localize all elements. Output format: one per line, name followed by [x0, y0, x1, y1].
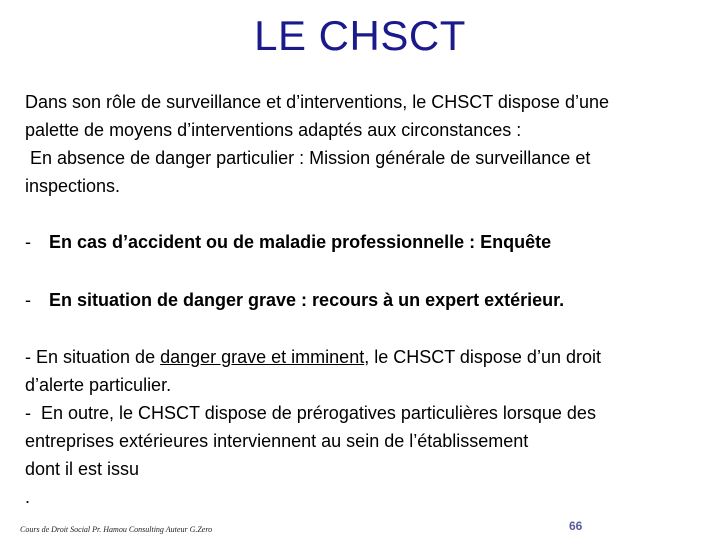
slide-title: LE CHSCT [254, 12, 466, 59]
intro-line: inspections. [25, 176, 121, 196]
alert-line [25, 343, 700, 371]
prerogatives-line: dont il est issu [25, 459, 140, 479]
page-number: 66 [569, 519, 583, 533]
footer-credit: Cours de Droit Social Pr. Hamou Consulting Auteur G.Zero [20, 525, 213, 534]
bullet-text: En situation de danger grave : recours à un expert extérieur. [49, 290, 565, 310]
alert-prefix: - En situation de [25, 347, 161, 367]
alert-suffix: , le CHSCT dispose d’un droit [364, 347, 601, 367]
underlined-phrase: danger grave et imminent [160, 347, 365, 367]
intro-line: En absence de danger particulier : Mission générale de surveillance et [25, 148, 591, 168]
bullet-text: En cas d’accident ou de maladie professionnelle : Enquête [49, 232, 552, 252]
bullet-accident [25, 232, 551, 253]
intro-line: Dans son rôle de surveillance et d’interventions, le CHSCT dispose d’une [25, 92, 609, 112]
period-line: . [25, 487, 31, 507]
bullet-danger-grave [25, 290, 564, 311]
intro-line: palette de moyens d’interventions adaptés aux circonstances : [25, 120, 522, 140]
alert-line: d’alerte particulier. [25, 375, 172, 395]
alert-paragraph [25, 343, 700, 511]
intro-paragraph [25, 88, 700, 200]
prerogatives-line: - En outre, le CHSCT dispose de prérogatives particulières lorsque des [25, 403, 596, 423]
bullet-dash: - [25, 290, 31, 310]
prerogatives-line: entreprises extérieures interviennent au sein de l’établissement [25, 431, 529, 451]
bullet-dash: - [25, 232, 31, 252]
